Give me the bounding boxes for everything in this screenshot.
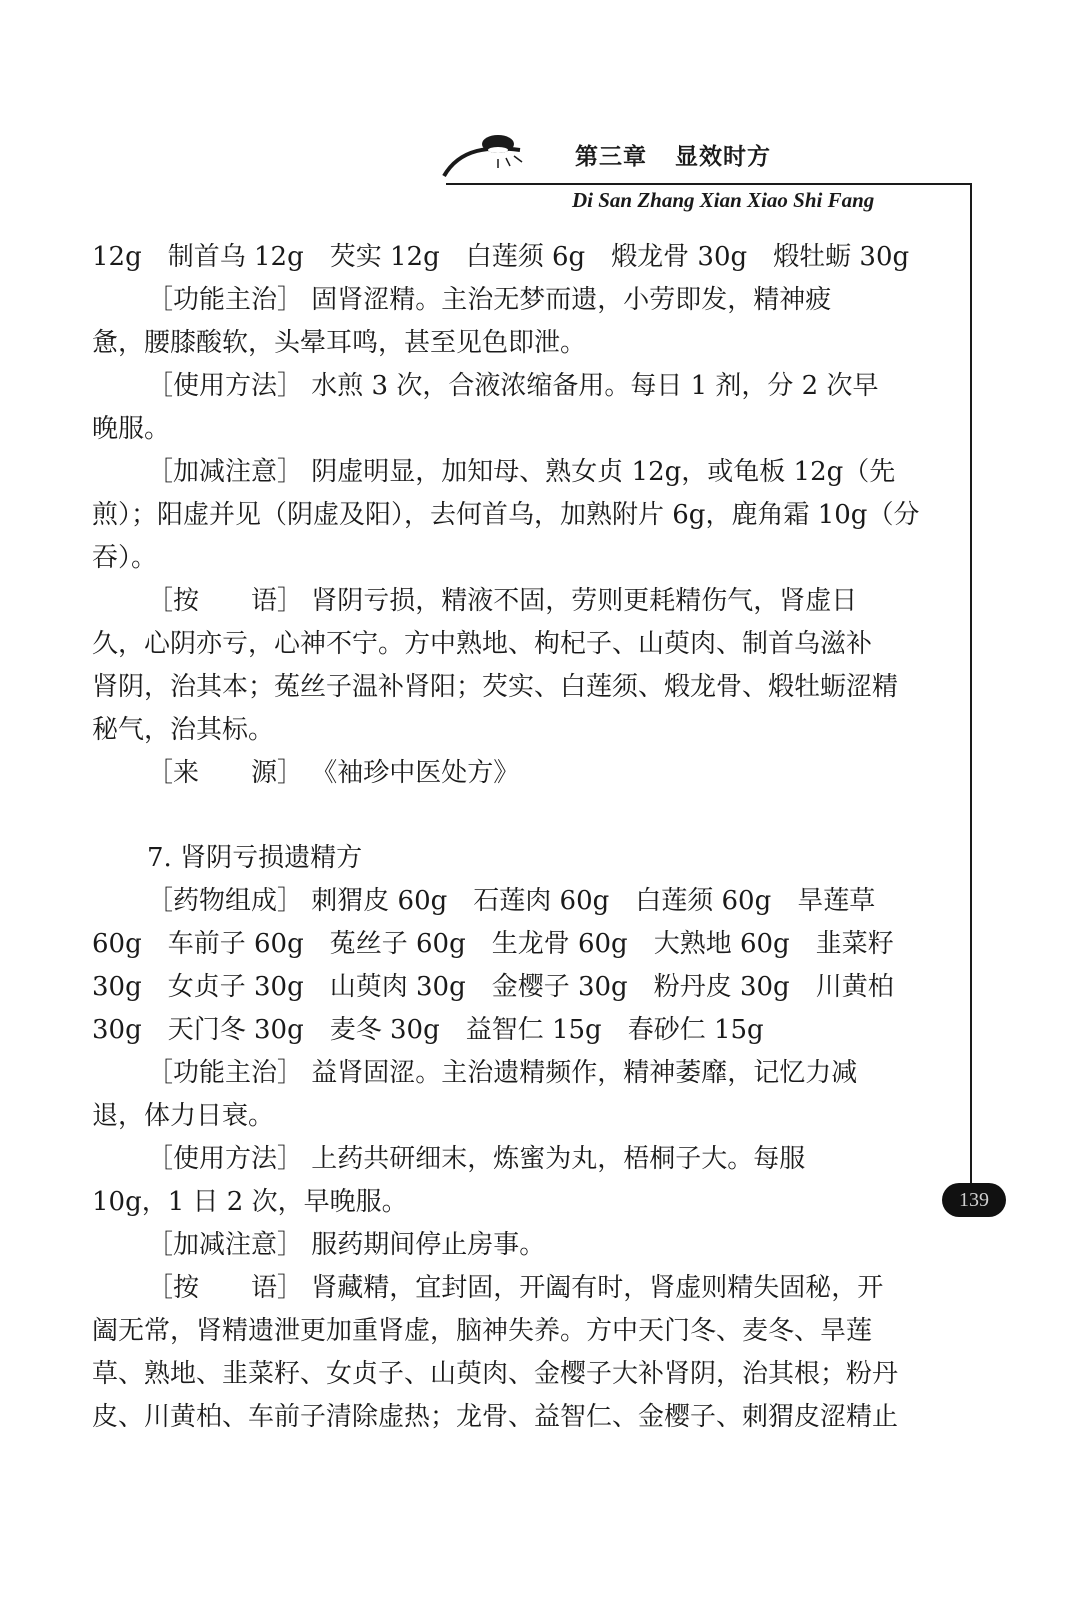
text-line: 煎）；阳虚并见（阴虚及阳），去何首乌，加熟附片 6g，鹿角霜 10g（分 [92, 500, 920, 530]
text-line: ［按 语］ 肾藏精，宜封固，开阖有时，肾虚则精失固秘，开 [147, 1273, 884, 1303]
text-line: 吞）。 [92, 543, 158, 573]
text-line: 阖无常，肾精遗泄更加重肾虚，脑神失养。方中天门冬、麦冬、旱莲 [92, 1316, 873, 1346]
text-line: ［加减注意］ 阴虚明显，加知母、熟女贞 12g，或龟板 12g（先 [147, 457, 896, 487]
text-line: ［加减注意］ 服药期间停止房事。 [147, 1230, 546, 1260]
chapter-title-cn: 第三章 显效时方 [575, 144, 771, 170]
text-line: 肾阴，治其本；菟丝子温补肾阳；芡实、白莲须、煅龙骨、煅牡蛎涩精 [92, 672, 899, 702]
text-line: 60g 车前子 60g 菟丝子 60g 生龙骨 60g 大熟地 60g 韭菜籽 [92, 929, 894, 959]
text-line: ［使用方法］ 上药共研细末，炼蜜为丸，梧桐子大。每服 [147, 1144, 806, 1174]
text-line: ［使用方法］ 水煎 3 次，合液浓缩备用。每日 1 剂，分 2 次早 [147, 371, 879, 401]
text-line: 30g 天门冬 30g 麦冬 30g 益智仁 15g 春砂仁 15g [92, 1015, 764, 1045]
text-line: 30g 女贞子 30g 山萸肉 30g 金樱子 30g 粉丹皮 30g 川黄柏 [92, 972, 894, 1002]
text-line: 10g，1 日 2 次，早晚服。 [92, 1187, 408, 1217]
chapter-title-en: Di San Zhang Xian Xiao Shi Fang [572, 188, 875, 212]
text-line: 秘气，治其标。 [92, 715, 275, 745]
text-line: ［功能主治］ 固肾涩精。主治无梦而遗，小劳即发，精神疲 [147, 285, 832, 315]
text-line: 草、熟地、韭菜籽、女贞子、山萸肉、金樱子大补肾阴，治其根；粉丹 [92, 1359, 899, 1389]
text-line: ［按 语］ 肾阴亏损，精液不固，劳则更耗精伤气，肾虚日 [147, 586, 858, 616]
text-line: 7. 肾阴亏损遗精方 [147, 843, 363, 873]
lamp-ornament-icon [440, 128, 570, 188]
text-line: 12g 制首乌 12g 芡实 12g 白莲须 6g 煅龙骨 30g 煅牡蛎 30g [92, 242, 910, 272]
text-line: 晚服。 [92, 414, 171, 444]
margin-rule [970, 183, 972, 1208]
text-line: 退，体力日衰。 [92, 1101, 275, 1131]
header-rule [446, 183, 972, 185]
page-number: 139 [942, 1183, 1006, 1217]
text-line: 皮、川黄柏、车前子清除虚热；龙骨、益智仁、金樱子、刺猬皮涩精止 [92, 1402, 899, 1432]
body-text [92, 236, 920, 1439]
text-line: ［来 源］ 《袖珍中医处方》 [147, 758, 520, 788]
text-line: 久，心阴亦亏，心神不宁。方中熟地、枸杞子、山萸肉、制首乌滋补 [92, 629, 873, 659]
text-line: 惫，腰膝酸软，头晕耳鸣，甚至见色即泄。 [92, 328, 587, 358]
text-line: ［药物组成］ 刺猬皮 60g 石莲肉 60g 白莲须 60g 旱莲草 [147, 886, 876, 916]
paragraph-gap [92, 795, 892, 837]
text-line: ［功能主治］ 益肾固涩。主治遗精频作，精神萎靡，记忆力减 [147, 1058, 858, 1088]
